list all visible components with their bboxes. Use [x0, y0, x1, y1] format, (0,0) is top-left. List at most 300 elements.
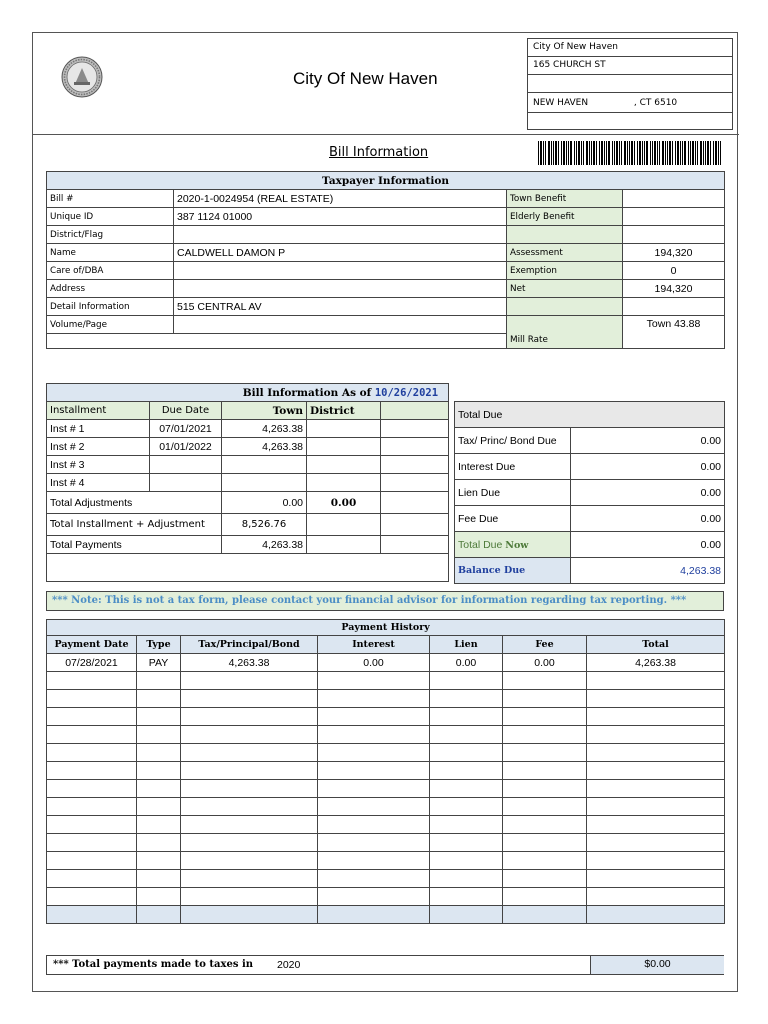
payment-row-empty — [47, 906, 725, 924]
installment-town-amount — [222, 474, 307, 492]
taxpayer-field-value: 387 1124 01000 — [174, 208, 507, 226]
installment-label: Inst # 3 — [47, 456, 150, 474]
assessment-field-label: Net — [507, 280, 623, 298]
assessment-field-value: 0 — [623, 262, 725, 280]
payment-row-empty — [47, 690, 725, 708]
payment-cell — [503, 744, 587, 762]
payment-cell — [318, 888, 430, 906]
city-seal-icon — [61, 56, 103, 98]
assessment-field-value — [623, 190, 725, 208]
installment-due-date — [150, 474, 222, 492]
payment-cell — [137, 888, 181, 906]
payment-cell — [318, 690, 430, 708]
payment-row-empty — [47, 744, 725, 762]
total-due-now-value: 0.00 — [571, 532, 725, 558]
payment-cell: 4,263.38 — [181, 654, 318, 672]
payment-cell — [503, 798, 587, 816]
payment-row-empty — [47, 708, 725, 726]
barcode-bar — [697, 141, 698, 165]
assessment-field-label — [507, 298, 623, 316]
barcode-bar — [540, 141, 542, 165]
payment-cell — [137, 762, 181, 780]
taxpayer-field-value: 2020-1-0024954 (REAL ESTATE) — [174, 190, 507, 208]
taxpayer-information-table — [46, 171, 725, 349]
barcode-bar — [650, 141, 651, 165]
assessment-field-value: 194,320 — [623, 244, 725, 262]
barcode-bar — [616, 141, 618, 165]
total-payments-year-box — [46, 955, 724, 975]
installment-due-date — [150, 456, 222, 474]
payment-cell — [587, 852, 725, 870]
total-due-now-label-text: Total Due — [458, 538, 503, 551]
barcode-bar — [593, 141, 595, 165]
payment-cell — [587, 762, 725, 780]
installment-extra — [381, 456, 449, 474]
payment-cell — [587, 870, 725, 888]
total-due-now-label — [455, 532, 571, 558]
barcode-bar — [583, 141, 584, 165]
taxpayer-field-label: Bill # — [47, 190, 174, 208]
taxpayer-field-value: CALDWELL DAMON P — [174, 244, 507, 262]
barcode-bar — [713, 141, 714, 165]
balance-due-label: Balance Due — [455, 558, 571, 584]
payment-row-empty — [47, 834, 725, 852]
barcode-bar — [705, 141, 706, 165]
taxpayer-section-header: Taxpayer Information — [47, 172, 725, 190]
payment-row-empty — [47, 870, 725, 888]
empty-cell — [381, 536, 449, 554]
assessment-field-label: Assessment — [507, 244, 623, 262]
payment-cell — [318, 816, 430, 834]
total-payments-year-amount: $0.00 — [590, 956, 724, 974]
payment-cell — [47, 906, 137, 924]
installment-district-amount — [307, 474, 381, 492]
payment-column-header: Fee — [503, 636, 587, 654]
total-adjustments-town: 0.00 — [222, 492, 307, 514]
assessment-field-value: Town 43.88 — [623, 316, 725, 349]
empty-cell — [381, 492, 449, 514]
barcode-bar — [672, 141, 673, 165]
payment-cell — [430, 798, 503, 816]
payment-cell: 07/28/2021 — [47, 654, 137, 672]
payment-cell — [47, 852, 137, 870]
barcode-bar — [570, 141, 572, 165]
taxpayer-field-label: Care of/DBA — [47, 262, 174, 280]
balance-due-value: 4,263.38 — [571, 558, 725, 584]
payment-cell — [137, 834, 181, 852]
total-payments-label: Total Payments — [47, 536, 222, 554]
payment-cell: PAY — [137, 654, 181, 672]
taxpayer-field-value — [174, 316, 507, 334]
taxpayer-field-value — [174, 226, 507, 244]
barcode-bar — [624, 141, 626, 165]
taxpayer-field-label: Volume/Page — [47, 316, 174, 334]
barcode-bar — [545, 141, 546, 165]
barcode-bar — [703, 141, 704, 165]
due-label: Tax/ Princ/ Bond Due — [455, 428, 571, 454]
barcode-bar — [581, 141, 582, 165]
payment-cell — [503, 690, 587, 708]
due-label: Interest Due — [455, 454, 571, 480]
column-header: Installment — [47, 402, 150, 420]
barcode-bar — [695, 141, 696, 165]
barcode-bar — [599, 141, 600, 165]
barcode-bar — [596, 141, 597, 165]
payment-cell — [503, 870, 587, 888]
address-line: City Of New Haven — [528, 39, 732, 57]
barcode-bar — [710, 141, 711, 165]
taxpayer-field-label: Name — [47, 244, 174, 262]
assessment-field-label: Exemption — [507, 262, 623, 280]
barcode-bar — [627, 141, 628, 165]
payment-column-header: Type — [137, 636, 181, 654]
total-due-now-label-emphasis: Now — [505, 539, 529, 551]
installment-town-amount: 4,263.38 — [222, 438, 307, 456]
assessment-field-value: 194,320 — [623, 280, 725, 298]
barcode-bar — [639, 141, 641, 165]
payment-column-header: Tax/Principal/Bond — [181, 636, 318, 654]
payment-cell — [137, 852, 181, 870]
payment-cell: 0.00 — [503, 654, 587, 672]
payment-cell — [181, 708, 318, 726]
payment-cell — [503, 762, 587, 780]
payment-cell — [137, 708, 181, 726]
payment-cell: 0.00 — [430, 654, 503, 672]
installment-label: Inst # 4 — [47, 474, 150, 492]
payment-cell — [503, 708, 587, 726]
barcode-bar — [684, 141, 686, 165]
barcode-bar — [682, 141, 683, 165]
barcode-bar — [642, 141, 643, 165]
due-value: 0.00 — [571, 454, 725, 480]
taxpayer-field-value — [174, 262, 507, 280]
payment-cell — [587, 708, 725, 726]
barcode-bar — [657, 141, 658, 165]
payment-cell — [181, 852, 318, 870]
column-header — [381, 402, 449, 420]
payment-cell — [318, 798, 430, 816]
installment-blank-row — [47, 554, 449, 582]
assessment-field-value — [623, 208, 725, 226]
tax-form-note: *** Note: This is not a tax form, please contact your financial advisor for information regarding tax reporting. *** — [46, 591, 724, 611]
payment-column-header: Lien — [430, 636, 503, 654]
column-header: Town — [222, 402, 307, 420]
payment-row-empty — [47, 762, 725, 780]
payment-cell — [318, 744, 430, 762]
barcode-bar — [688, 141, 689, 165]
payment-cell — [503, 852, 587, 870]
column-header: District — [307, 402, 381, 420]
installment-title: Bill Information As of — [242, 386, 372, 399]
barcode-bar — [707, 141, 709, 165]
barcode-bar — [543, 141, 544, 165]
barcode-bar — [576, 141, 577, 165]
payment-cell — [430, 744, 503, 762]
payment-cell — [181, 690, 318, 708]
barcode-bar — [652, 141, 653, 165]
barcode-bar — [715, 141, 717, 165]
installment-extra — [381, 438, 449, 456]
payment-cell — [47, 726, 137, 744]
due-value: 0.00 — [571, 428, 725, 454]
barcode-bar — [677, 141, 679, 165]
payment-column-header: Payment Date — [47, 636, 137, 654]
barcode-bar — [659, 141, 660, 165]
barcode-bar — [548, 141, 550, 165]
payment-cell — [430, 888, 503, 906]
as-of-date: 10/26/2021 — [374, 386, 439, 399]
payment-row-empty — [47, 852, 725, 870]
taxpayer-blank-row — [47, 334, 507, 349]
payment-cell — [181, 726, 318, 744]
installment-district-amount — [307, 438, 381, 456]
payment-cell — [318, 726, 430, 744]
payment-cell — [47, 744, 137, 762]
payment-cell — [587, 690, 725, 708]
barcode-bar — [634, 141, 635, 165]
barcode-bar — [654, 141, 656, 165]
payment-cell — [587, 672, 725, 690]
payment-cell — [430, 672, 503, 690]
payment-cell — [47, 888, 137, 906]
barcode-bar — [667, 141, 668, 165]
installment-district-amount — [307, 456, 381, 474]
barcode-bar — [644, 141, 645, 165]
assessment-field-label: Town Benefit — [507, 190, 623, 208]
barcode-bar — [662, 141, 664, 165]
payment-cell — [181, 762, 318, 780]
total-due-header: Total Due — [455, 402, 725, 428]
installment-town-amount — [222, 456, 307, 474]
payment-cell — [430, 906, 503, 924]
payment-cell — [587, 834, 725, 852]
payment-cell — [587, 726, 725, 744]
barcode-icon — [538, 141, 724, 165]
total-payments-value: 4,263.38 — [222, 536, 307, 554]
payment-cell — [47, 816, 137, 834]
payment-cell — [47, 798, 137, 816]
payment-history-table — [46, 619, 725, 924]
barcode-bar — [612, 141, 613, 165]
installment-label: Inst # 2 — [47, 438, 150, 456]
taxpayer-field-label: Detail Information — [47, 298, 174, 316]
payment-row-empty — [47, 888, 725, 906]
installment-town-amount: 4,263.38 — [222, 420, 307, 438]
payment-cell — [181, 780, 318, 798]
barcode-bar — [601, 141, 603, 165]
barcode-bar — [606, 141, 607, 165]
barcode-bar — [555, 141, 557, 165]
payment-cell — [137, 798, 181, 816]
bill-information-title: Bill Information — [329, 145, 429, 160]
barcode-bar — [589, 141, 590, 165]
payment-column-header: Total — [587, 636, 725, 654]
payment-cell — [587, 744, 725, 762]
total-payments-year-label: *** Total payments made to taxes in — [53, 959, 254, 970]
payment-cell — [318, 762, 430, 780]
assessment-field-value — [623, 226, 725, 244]
barcode-bar — [604, 141, 605, 165]
assessment-field-label — [507, 226, 623, 244]
address-line — [528, 75, 732, 93]
payment-cell: 4,263.38 — [587, 654, 725, 672]
payment-cell — [318, 906, 430, 924]
payment-cell — [430, 762, 503, 780]
payment-cell — [137, 906, 181, 924]
barcode-bar — [551, 141, 552, 165]
column-header: Due Date — [150, 402, 222, 420]
due-label: Fee Due — [455, 506, 571, 532]
address-line: 165 CHURCH ST — [528, 57, 732, 75]
due-summary-table — [454, 401, 725, 584]
total-installment-adjustment-label: Total Installment + Adjustment — [47, 514, 222, 536]
payment-cell — [181, 744, 318, 762]
payment-cell — [137, 672, 181, 690]
address-line — [528, 113, 732, 131]
address-line: NEW HAVEN , CT 6510 — [528, 93, 732, 113]
barcode-bar — [637, 141, 638, 165]
barcode-bar — [690, 141, 691, 165]
payment-cell — [318, 870, 430, 888]
payment-cell — [137, 870, 181, 888]
taxpayer-field-value — [174, 280, 507, 298]
payment-cell — [47, 708, 137, 726]
barcode-bar — [629, 141, 630, 165]
assessment-field-value — [623, 298, 725, 316]
barcode-bar — [631, 141, 633, 165]
payment-cell — [47, 672, 137, 690]
payment-cell — [587, 906, 725, 924]
payment-cell — [47, 690, 137, 708]
payment-cell — [47, 780, 137, 798]
payment-cell — [137, 726, 181, 744]
installment-due-date: 01/01/2022 — [150, 438, 222, 456]
city-title: City Of New Haven — [293, 69, 438, 88]
installment-due-date: 07/01/2021 — [150, 420, 222, 438]
payment-row — [47, 654, 725, 672]
payment-cell — [587, 888, 725, 906]
empty-cell — [307, 514, 381, 536]
payment-cell — [47, 834, 137, 852]
barcode-bar — [646, 141, 648, 165]
payment-cell — [430, 870, 503, 888]
payment-cell — [587, 816, 725, 834]
payment-row-empty — [47, 672, 725, 690]
taxpayer-field-value: 515 CENTRAL AV — [174, 298, 507, 316]
payment-cell — [503, 816, 587, 834]
payment-row-empty — [47, 798, 725, 816]
payment-cell — [318, 708, 430, 726]
payment-cell — [181, 672, 318, 690]
payment-cell — [430, 780, 503, 798]
installment-label: Inst # 1 — [47, 420, 150, 438]
payment-column-header: Interest — [318, 636, 430, 654]
barcode-bar — [558, 141, 559, 165]
installment-table — [46, 383, 449, 582]
installment-district-amount — [307, 420, 381, 438]
payment-cell — [318, 672, 430, 690]
payment-cell — [503, 888, 587, 906]
payment-cell — [430, 726, 503, 744]
due-value: 0.00 — [571, 506, 725, 532]
taxpayer-field-label: Address — [47, 280, 174, 298]
installment-extra — [381, 474, 449, 492]
barcode-bar — [669, 141, 671, 165]
barcode-bar — [718, 141, 719, 165]
installment-extra — [381, 420, 449, 438]
payment-cell — [318, 852, 430, 870]
payment-row-empty — [47, 726, 725, 744]
total-payments-year: 2020 — [277, 959, 301, 971]
tax-bill-page — [32, 32, 738, 992]
payment-history-header: Payment History — [47, 620, 725, 636]
taxpayer-field-label: District/Flag — [47, 226, 174, 244]
payment-cell — [47, 870, 137, 888]
barcode-bar — [568, 141, 569, 165]
barcode-bar — [665, 141, 666, 165]
payment-cell — [181, 798, 318, 816]
due-label: Lien Due — [455, 480, 571, 506]
payment-cell — [587, 780, 725, 798]
payment-cell — [181, 888, 318, 906]
taxpayer-field-label: Unique ID — [47, 208, 174, 226]
barcode-bar — [538, 141, 539, 165]
barcode-bar — [621, 141, 622, 165]
barcode-bar — [563, 141, 565, 165]
payment-cell — [181, 816, 318, 834]
payment-cell — [137, 744, 181, 762]
total-installment-adjustment-value: 8,526.76 — [222, 514, 307, 536]
payment-cell — [503, 834, 587, 852]
barcode-bar — [578, 141, 580, 165]
payment-cell — [430, 834, 503, 852]
barcode-bar — [586, 141, 588, 165]
payment-cell — [318, 834, 430, 852]
payment-cell — [181, 870, 318, 888]
payment-cell — [503, 672, 587, 690]
barcode-bar — [720, 141, 721, 165]
payment-cell — [503, 906, 587, 924]
barcode-bar — [680, 141, 681, 165]
payment-cell — [137, 780, 181, 798]
installment-section-header — [47, 384, 449, 402]
total-adjustments-district: 0.00 — [307, 492, 381, 514]
payment-cell — [137, 816, 181, 834]
header-divider — [33, 134, 739, 135]
empty-cell — [381, 514, 449, 536]
barcode-bar — [591, 141, 592, 165]
barcode-bar — [553, 141, 554, 165]
payment-cell — [587, 798, 725, 816]
assessment-field-label: Mill Rate — [507, 316, 623, 349]
mailing-address-box — [527, 38, 733, 130]
payment-cell — [181, 906, 318, 924]
payment-cell — [181, 834, 318, 852]
due-value: 0.00 — [571, 480, 725, 506]
payment-cell — [503, 726, 587, 744]
barcode-bar — [561, 141, 562, 165]
total-adjustments-label: Total Adjustments — [47, 492, 222, 514]
payment-cell — [430, 690, 503, 708]
payment-row-empty — [47, 816, 725, 834]
payment-cell — [47, 762, 137, 780]
barcode-bar — [675, 141, 676, 165]
assessment-field-label: Elderly Benefit — [507, 208, 623, 226]
barcode-bar — [566, 141, 567, 165]
barcode-bar — [614, 141, 615, 165]
barcode-bar — [700, 141, 702, 165]
barcode-bar — [608, 141, 610, 165]
